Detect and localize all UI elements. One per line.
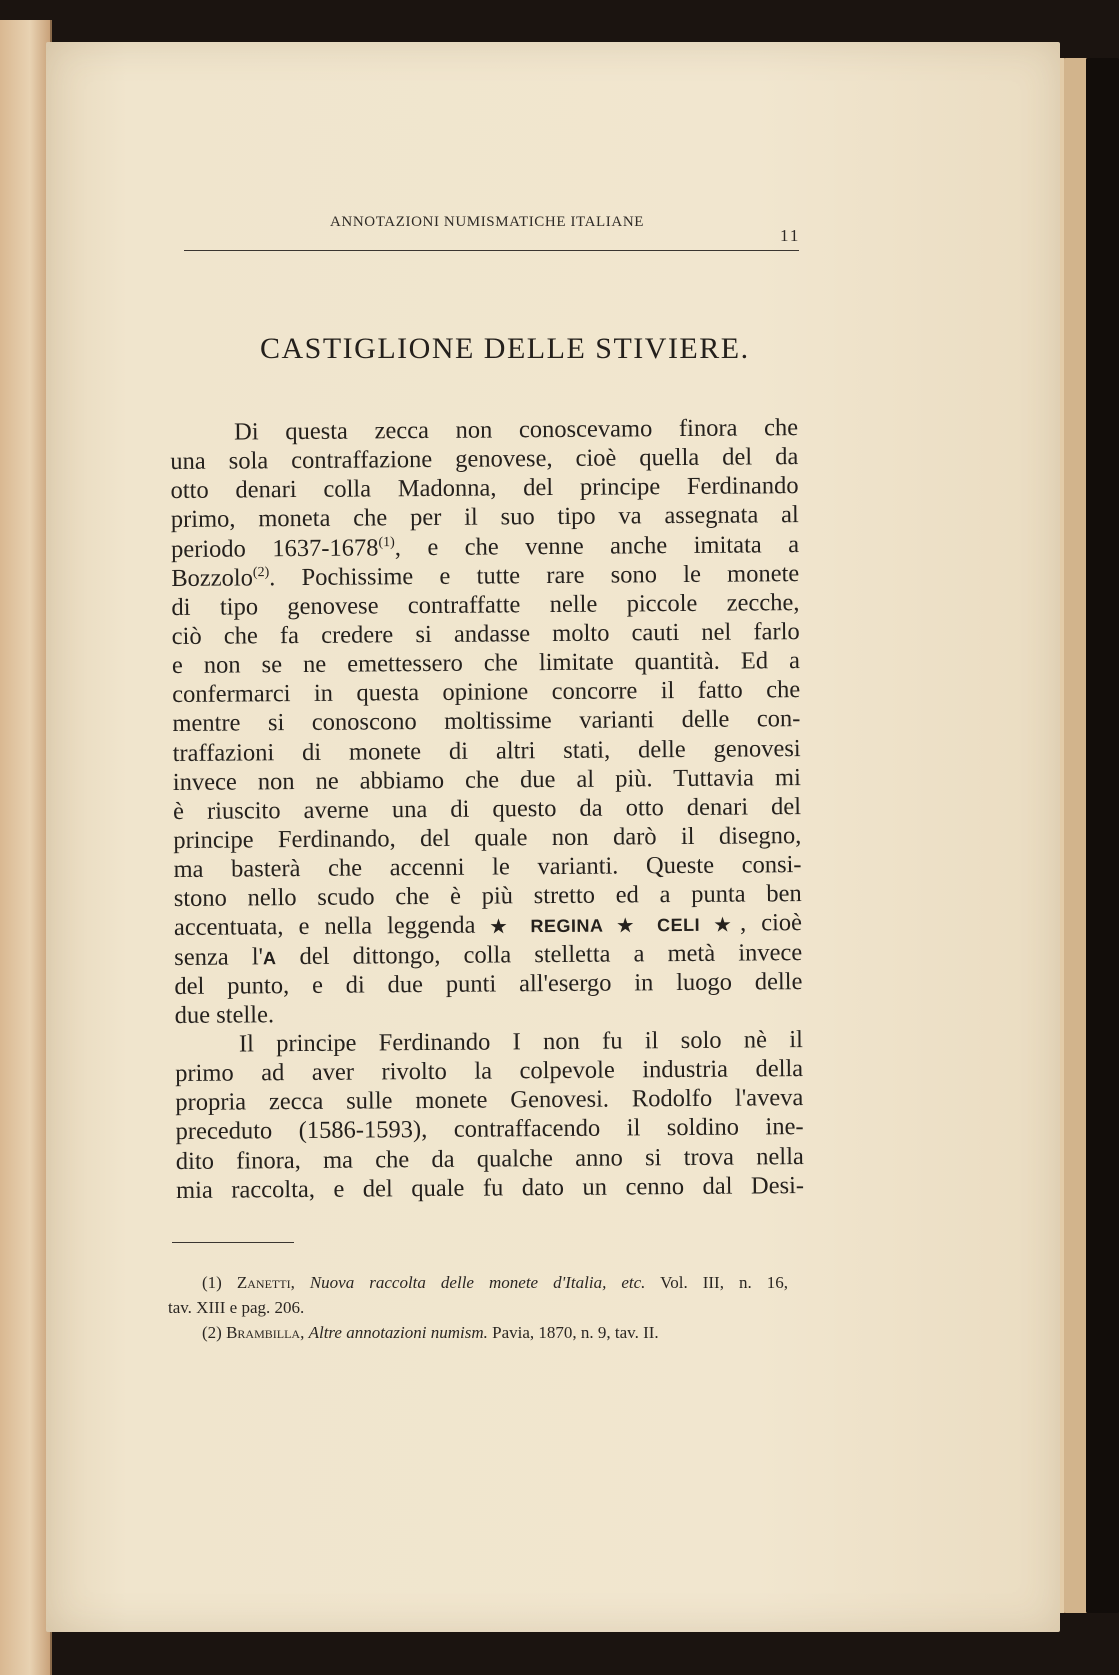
text-line: mentre si conoscono moltissime varianti delle con- [172,705,801,738]
footnote-1: (1) Zanetti, Nuova raccolta delle monete d'Italia, etc. Vol. III, n. 16, [202,1273,789,1292]
coin-legend: ★ REGINA ★ CELI ★ [490,914,741,937]
section-title: CASTIGLIONE DELLE STIVIERE. [260,332,750,365]
text-line: primo ad aver rivolto la colpevole industria della [175,1055,804,1088]
text-line: di tipo genovese contraffatte nelle piccole zecche, [171,588,800,621]
text-line: mia raccolta, e del quale fu dato un cenno dal Desi- [175,1171,805,1204]
text-line: senza l'A del dittongo, colla stelletta a metà invece [174,938,803,971]
text-line: del punto, e di due punti all'esergo in luogo delle [174,967,803,1000]
text-line: Bozzolo$^{(2)}$. Pochissime e tutte rare sono le monete [171,559,800,592]
text-line: è riuscito averne una di questo da otto denari del [172,792,802,825]
footnote-ref-2: (2) [252,564,270,580]
book-cover-edge [1086,58,1119,1613]
text-line: due stelle. [174,1001,275,1029]
header-rule [184,250,799,251]
text-line: accentuata, e nella leggenda ★ REGINA ★ CELI ★, cioè [173,909,803,942]
running-title: ANNOTAZIONI NUMISMATICHE ITALIANE [330,214,645,230]
text-line: otto denari colla Madonna, del principe Ferdinando [170,472,799,505]
text-line: traffazioni di monete di altri stati, delle genovesi [172,734,801,767]
left-page-edge [0,20,52,1675]
text-line: Di questa zecca non conoscevamo finora che [234,414,799,446]
text-line: dito finora, ma che da qualche anno si trova nella [175,1142,804,1175]
text-line: stono nello scudo che è più stretto ed a punta ben [173,880,802,913]
page-edge-stack-outer [1064,58,1088,1613]
text-line: preceduto (1586-1593), contraffacendo il soldino ine- [175,1113,804,1146]
text-line: confermarci in questa opinione concorre il fatto che [172,676,801,709]
text-line: invece non ne abbiamo che due al più. Tuttavia mi [172,763,801,796]
text-line: propria zecca sulle monete Genovesi. Rodolfo l'aveva [175,1084,804,1117]
footnote-ref-1: (1) [378,534,395,550]
text-line: una sola contraffazione genovese, cioè quella del da [170,443,799,476]
text-line: periodo 1637-1678$^{(1)}$, e che venne anche imitata a [170,530,800,563]
text-line: Il principe Ferdinando I non fu il solo nè il [238,1026,804,1058]
text-line: e non se ne emettessero che limitate quantità. Ed a [171,647,801,680]
text-line: primo, moneta che per il suo tipo va assegnata al [170,501,799,534]
body-text [170,413,804,1205]
text-line: ma basterà che accenni le varianti. Queste consi- [173,851,802,884]
footnote-rule [172,1242,294,1243]
page-number: 11 [780,226,801,245]
coin-letter: A [262,947,277,968]
text-line: principe Ferdinando, del quale non darò il disegno, [173,822,802,854]
text-line: ciò che fa credere si andasse molto cauti nel farlo [171,618,800,650]
footnote-1-continuation: tav. XIII e pag. 206. [168,1298,305,1317]
footnote-2: (2) Brambilla, Altre annotazioni numism. Pavia, 1870, n. 9, tav. II. [202,1323,659,1342]
footnotes [168,1270,788,1345]
